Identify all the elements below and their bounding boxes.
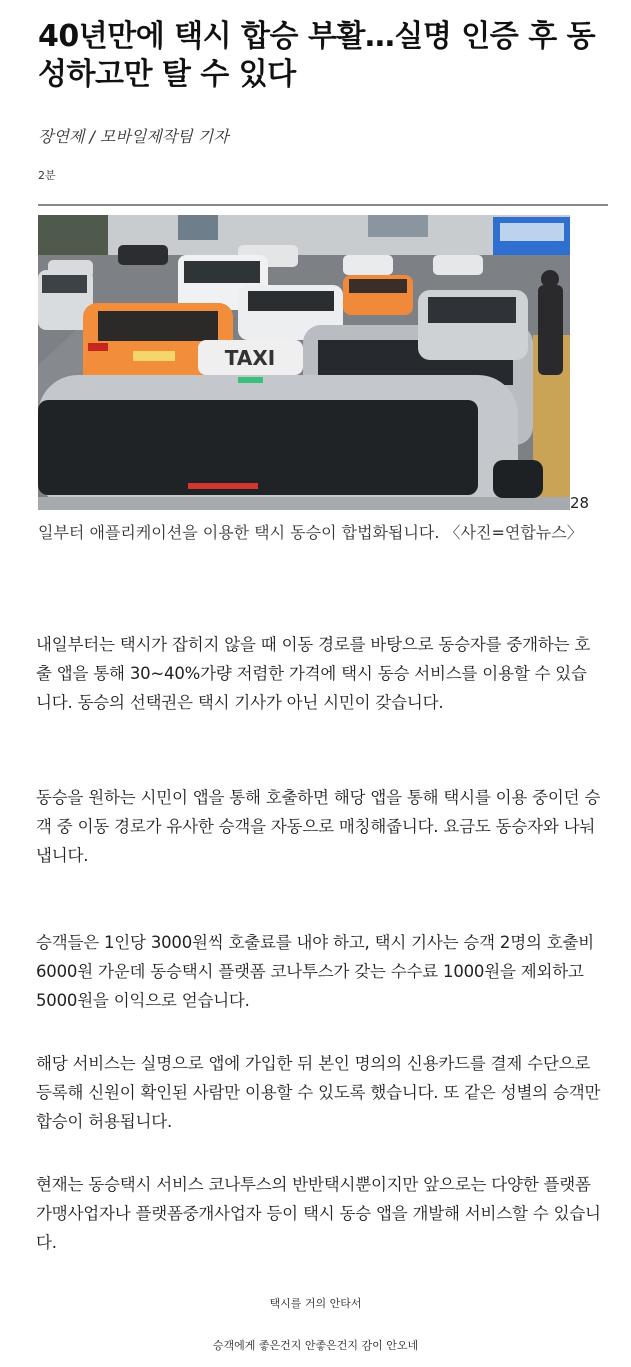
article-photo[interactable] <box>38 215 570 510</box>
taxi-sign: TAXI <box>224 346 276 370</box>
paragraph: 동승을 원하는 시민이 앱을 통해 호출하면 해당 앱을 통해 택시를 이용 중이던 승객 중 이동 경로가 유사한 승객을 자동으로 매칭해줍니다. 요금도 동승자와 나눠 냅니다. <box>36 788 601 865</box>
comment-text: 승객에게 좋은건지 안좋은건지 감이 안오네 <box>212 1339 419 1352</box>
photo-caption: 일부터 애플리케이션을 이용한 택시 동승이 합법화됩니다. 〈사진=연합뉴스〉 <box>38 523 583 542</box>
byline[interactable]: 장연제 / 모바일제작팀 기자 <box>38 127 229 146</box>
divider <box>38 204 608 206</box>
read-time: 2분 <box>38 169 56 182</box>
article-headline: 40년만에 택시 합승 부활…실명 인증 후 동성하고만 탈 수 있다 <box>38 19 596 92</box>
paragraph: 해당 서비스는 실명으로 앱에 가입한 뒤 본인 명의의 신용카드를 결제 수단으로 등록해 신원이 확인된 사람만 이용할 수 있도록 했습니다. 또 같은 성별의 승객만 합승이 허용됩니다. <box>36 1054 601 1131</box>
paragraph: 승객들은 1인당 3000원씩 호출료를 내야 하고, 택시 기사는 승객 2명의 호출비 6000원 가운데 동승택시 플랫폼 코나투스가 갖는 수수료 1000원을 제외하고 5000원을 이익으로 얻습니다. <box>36 933 594 1010</box>
paragraph: 내일부터는 택시가 잡히지 않을 때 이동 경로를 바탕으로 동승자를 중개하는 호출 앱을 통해 30~40%가량 저렴한 가격에 택시 동승 서비스를 이용할 수 있습니다. 동승의 선택권은 택시 기사가 아닌 시민이 갖습니다. <box>36 635 591 712</box>
photo-count: 28 <box>570 494 590 512</box>
paragraph: 현재는 동승택시 서비스 코나투스의 반반택시뿐이지만 앞으로는 다양한 플랫폼가맹사업자나 플랫폼중개사업자 등이 택시 동승 앱을 개발해 서비스할 수 있습니다. <box>36 1175 601 1252</box>
comment-text: 택시를 거의 안타서 <box>269 1297 362 1310</box>
